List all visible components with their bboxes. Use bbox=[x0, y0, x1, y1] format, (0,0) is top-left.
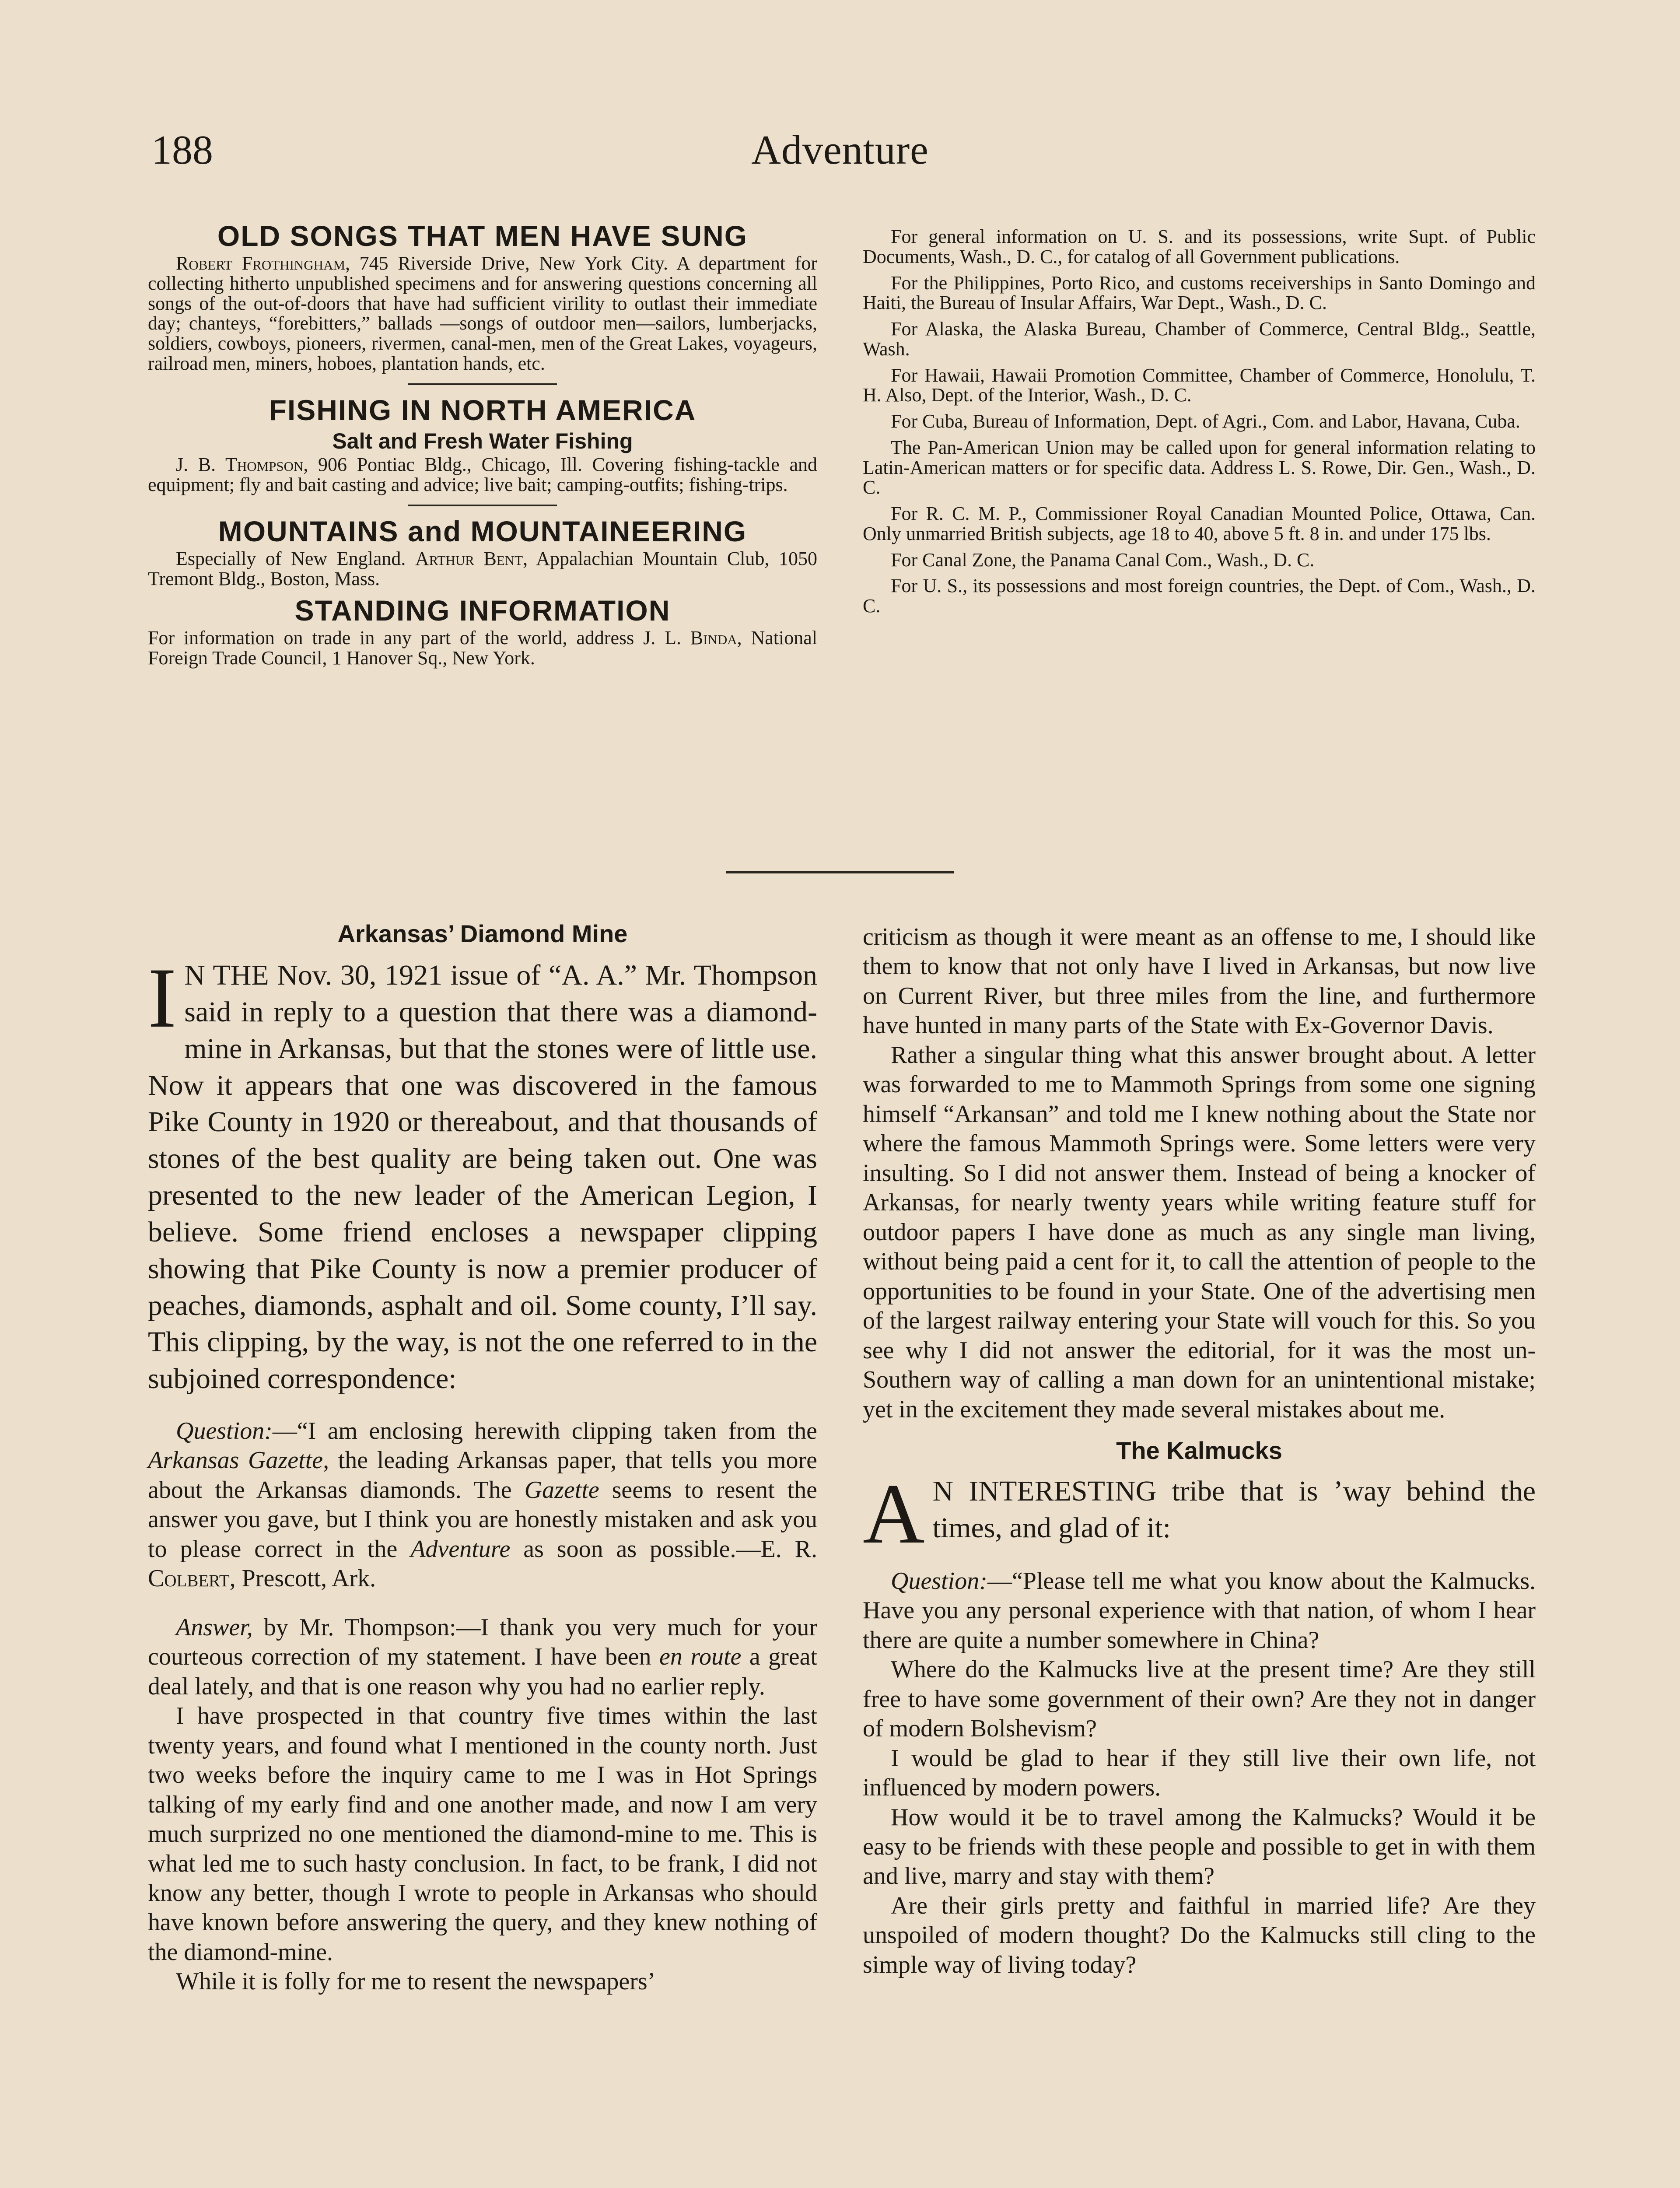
question-text: the leading Arkansas paper, that tells you more about the Arkansas diamonds. The bbox=[148, 1447, 818, 1504]
lead-text: N INTERESTING tribe that is ’way behind the times, and glad of it: bbox=[932, 1475, 1536, 1544]
article-lead bbox=[148, 950, 817, 1397]
info-item: For Canal Zone, the Panama Canal Com., Wash., D. C. bbox=[891, 549, 1315, 571]
dept-subtitle-fishing: Salt and Fresh Water Fishing bbox=[332, 428, 633, 453]
editor-name: J. B. Thompson, bbox=[176, 454, 308, 476]
lead-text: N THE Nov. 30, 1921 issue of “A. A.” Mr. Thompson said in reply to a question that there was a diamond-mine in Arkansas, but that the stones were of little use. Now it appears that one was discovered in the famous Pike County in 1920 or thereabout, and that thousands of stones of the best quality are being taken out. One was presented to the new leader of the American Legion, I believe. Some friend encloses a newspaper clipping showing that Pike County is now a premier producer of peaches, diamonds, asphalt and oil. Some county, I’ll say. This clipping, by the way, is not the one referred to in the subjoined correspondence: bbox=[148, 959, 817, 1395]
info-item: For U. S., its possessions and most foreign countries, the Dept. of Com., Wash., D. C. bbox=[863, 575, 1536, 617]
magazine-name: Adventure bbox=[410, 1535, 511, 1563]
info-item: For R. C. M. P., Commissioner Royal Canadian Mounted Police, Ottawa, Can. Only unmarried British subjects, age 18 to 40, above 5 ft. 8 in. and under 175 lbs. bbox=[863, 503, 1536, 544]
dept-title-old-songs: OLD SONGS THAT MEN HAVE SUNG bbox=[217, 220, 748, 252]
dept-body: Appalachian Mountain Club, 1050 Tremont Bldg., Boston, Mass. bbox=[148, 548, 818, 589]
info-item: For Hawaii, Hawaii Promotion Committee, Chamber of Commerce, Honolulu, T. H. Also, Dept. of the Interior, Wash., D. C. bbox=[863, 364, 1536, 406]
info-item: For general information on U. S. and its possessions, write Supt. of Public Documents, Wash., D. C., for catalog of all Government publications. bbox=[863, 226, 1536, 267]
dept-title-mountains: MOUNTAINS and MOUNTAINEERING bbox=[218, 515, 747, 547]
section-divider bbox=[726, 871, 954, 873]
body-paragraph: Where do the Kalmucks live at the present time? Are they still free to have some government of their own? Are they not in danger of modern Bolshevism? bbox=[863, 1656, 1536, 1743]
info-item: For the Philippines, Porto Rico, and customs receiverships in Santo Domingo and Haiti, the Bureau of Insular Affairs, War Dept., Wash., D. C. bbox=[863, 272, 1536, 314]
question-paragraph bbox=[148, 1417, 817, 1594]
dept-text-standing bbox=[148, 628, 817, 668]
newspaper-name: Arkansas Gazette, bbox=[148, 1447, 329, 1474]
departments-left bbox=[148, 219, 817, 668]
drop-cap: I bbox=[148, 950, 177, 1046]
answer-paragraph bbox=[148, 1613, 817, 1701]
question-text: —“I am enclosing herewith clipping taken from the bbox=[272, 1417, 817, 1445]
body-paragraph: While it is folly for me to resent the newspapers’ bbox=[176, 1968, 656, 1995]
question-paragraph bbox=[863, 1567, 1536, 1655]
article-lead bbox=[863, 1466, 1536, 1562]
dept-text-fishing bbox=[148, 455, 817, 495]
editor-name: Arthur Bent, bbox=[415, 548, 528, 570]
article-heading-arkansas: Arkansas’ Diamond Mine bbox=[337, 920, 628, 947]
divider bbox=[408, 505, 557, 506]
dept-body: Especially of New England. bbox=[176, 548, 415, 570]
article-heading-kalmucks: The Kalmucks bbox=[1116, 1436, 1282, 1464]
divider bbox=[408, 383, 557, 385]
answer-italic: en route bbox=[659, 1643, 742, 1671]
question-label: Question: bbox=[176, 1417, 273, 1445]
dept-body: National Foreign Trade Council, 1 Hanover Sq., New York. bbox=[148, 627, 817, 669]
dept-text-mountains bbox=[148, 549, 817, 589]
question-text: as soon as possible.—E. R. bbox=[510, 1535, 817, 1563]
editor-name: J. L. Binda, bbox=[643, 627, 742, 649]
article-left-column bbox=[148, 919, 817, 1997]
info-item: For Alaska, the Alaska Bureau, Chamber of Commerce, Central Bldg., Seattle, Wash. bbox=[863, 318, 1536, 360]
signer-name: Colbert, bbox=[148, 1565, 236, 1592]
answer-label: Answer, bbox=[176, 1613, 253, 1641]
question-text: seems to resent the answer you gave, but I think you are honestly mistaken and ask you to please correct in the bbox=[148, 1476, 817, 1563]
body-paragraph: Are their girls pretty and faithful in married life? Are they unspoiled of modern thought? Do the Kalmucks still cling to the simple way of living today? bbox=[863, 1892, 1536, 1978]
body-paragraph: How would it be to travel among the Kalmucks? Would it be easy to be friends with these people and possible to get in with them and live, marry and stay with them? bbox=[863, 1803, 1536, 1890]
newspaper-name: Gazette bbox=[524, 1476, 599, 1504]
info-item: The Pan-American Union may be called upon for general information relating to Latin-American matters or for specific data. Address L. S. Rowe, Dir. Gen., Wash., D. C. bbox=[863, 436, 1536, 498]
dept-body: 745 Riverside Drive, New York City. A department for collecting hitherto unpublished specimens and for answering questions concerning all songs of the out-of-doors that have had sufficient virility to outlast their immediate day; chanteys, “forebitters,” ballads —songs of outdoor men—sailors, lumberjacks, soldiers, cowboys, pioneers, rivermen, canal-men, men of the Great Lakes, voyageurs, railroad men, miners, hoboes, plantation hands, etc. bbox=[148, 252, 817, 374]
standing-info-list bbox=[863, 227, 1536, 622]
dept-text-old-songs bbox=[148, 253, 817, 374]
drop-cap: A bbox=[863, 1466, 925, 1562]
editor-name: Robert Frothingham, bbox=[176, 252, 350, 274]
answer-text: by Mr. Thompson:—I thank you very much for your courteous correction of my statement. I have been bbox=[148, 1613, 817, 1671]
question-label: Question: bbox=[891, 1567, 987, 1595]
signer-place: Prescott, Ark. bbox=[235, 1565, 376, 1592]
page-number: 188 bbox=[151, 127, 213, 173]
info-item: For Cuba, Bureau of Information, Dept. of Agri., Com. and Labor, Havana, Cuba. bbox=[891, 410, 1520, 432]
body-paragraph: I have prospected in that country five times within the last twenty years, and found what I mentioned in the county north. Just two weeks before the inquiry came to me I was in Hot Springs talking of my early find and one another made, and now I am very much surprized no one mentioned the diamond-mine to me. This is what led me to such hasty conclusion. In fact, to be frank, I did not know any better, though I wrote to people in Arkansas who should have known before answering the query, and they knew nothing of the diamond-mine. bbox=[148, 1702, 817, 1966]
running-head: Adventure bbox=[751, 127, 929, 173]
article-right-column bbox=[863, 922, 1536, 1980]
dept-body: 906 Pontiac Bldg., Chicago, Ill. Covering fishing-tackle and equipment; fly and bait casting and advice; live bait; camping-outfits; fishing-trips. bbox=[148, 454, 817, 496]
dept-title-standing: STANDING INFORMATION bbox=[294, 594, 671, 627]
dept-title-fishing: FISHING IN NORTH AMERICA bbox=[269, 393, 696, 426]
body-paragraph: criticism as though it were meant as an offense to me, I should like them to know that not only have I lived in Arkansas, but now live on Current River, but three miles from the line, and furthermore have hunted in many parts of the State with Ex-Governor Davis. bbox=[863, 923, 1536, 1039]
body-paragraph: I would be glad to hear if they still live their own life, not influenced by modern powers. bbox=[863, 1744, 1536, 1802]
answer-text: a great deal lately, and that is one reason why you had no earlier reply. bbox=[148, 1643, 818, 1700]
body-paragraph: Rather a singular thing what this answer brought about. A letter was forwarded to me to Mammoth Springs from some one signing himself “Arkansan” and told me I knew nothing about the State nor where the famous Mammoth Springs were. Some letters were very insulting. So I did not answer them. Instead of being a knocker of Arkansas, for nearly twenty years while writing feature stuff for outdoor papers I have done as much as any single man living, without being paid a cent for it, to call the attention of people to the opportunities to be found in your State. One of the advertising men of the largest railway entering your State will vouch for this. So you see why I did not answer the editorial, for it was the most un-Southern way of calling a man down for an unintentional mistake; yet in the excitement they made several mistakes about me. bbox=[863, 1041, 1536, 1423]
dept-body: For information on trade in any part of the world, address bbox=[148, 627, 644, 649]
question-text: —“Please tell me what you know about the Kalmucks. Have you any personal experience with that nation, of whom I hear there are quite a number somewhere in China? bbox=[863, 1567, 1536, 1654]
